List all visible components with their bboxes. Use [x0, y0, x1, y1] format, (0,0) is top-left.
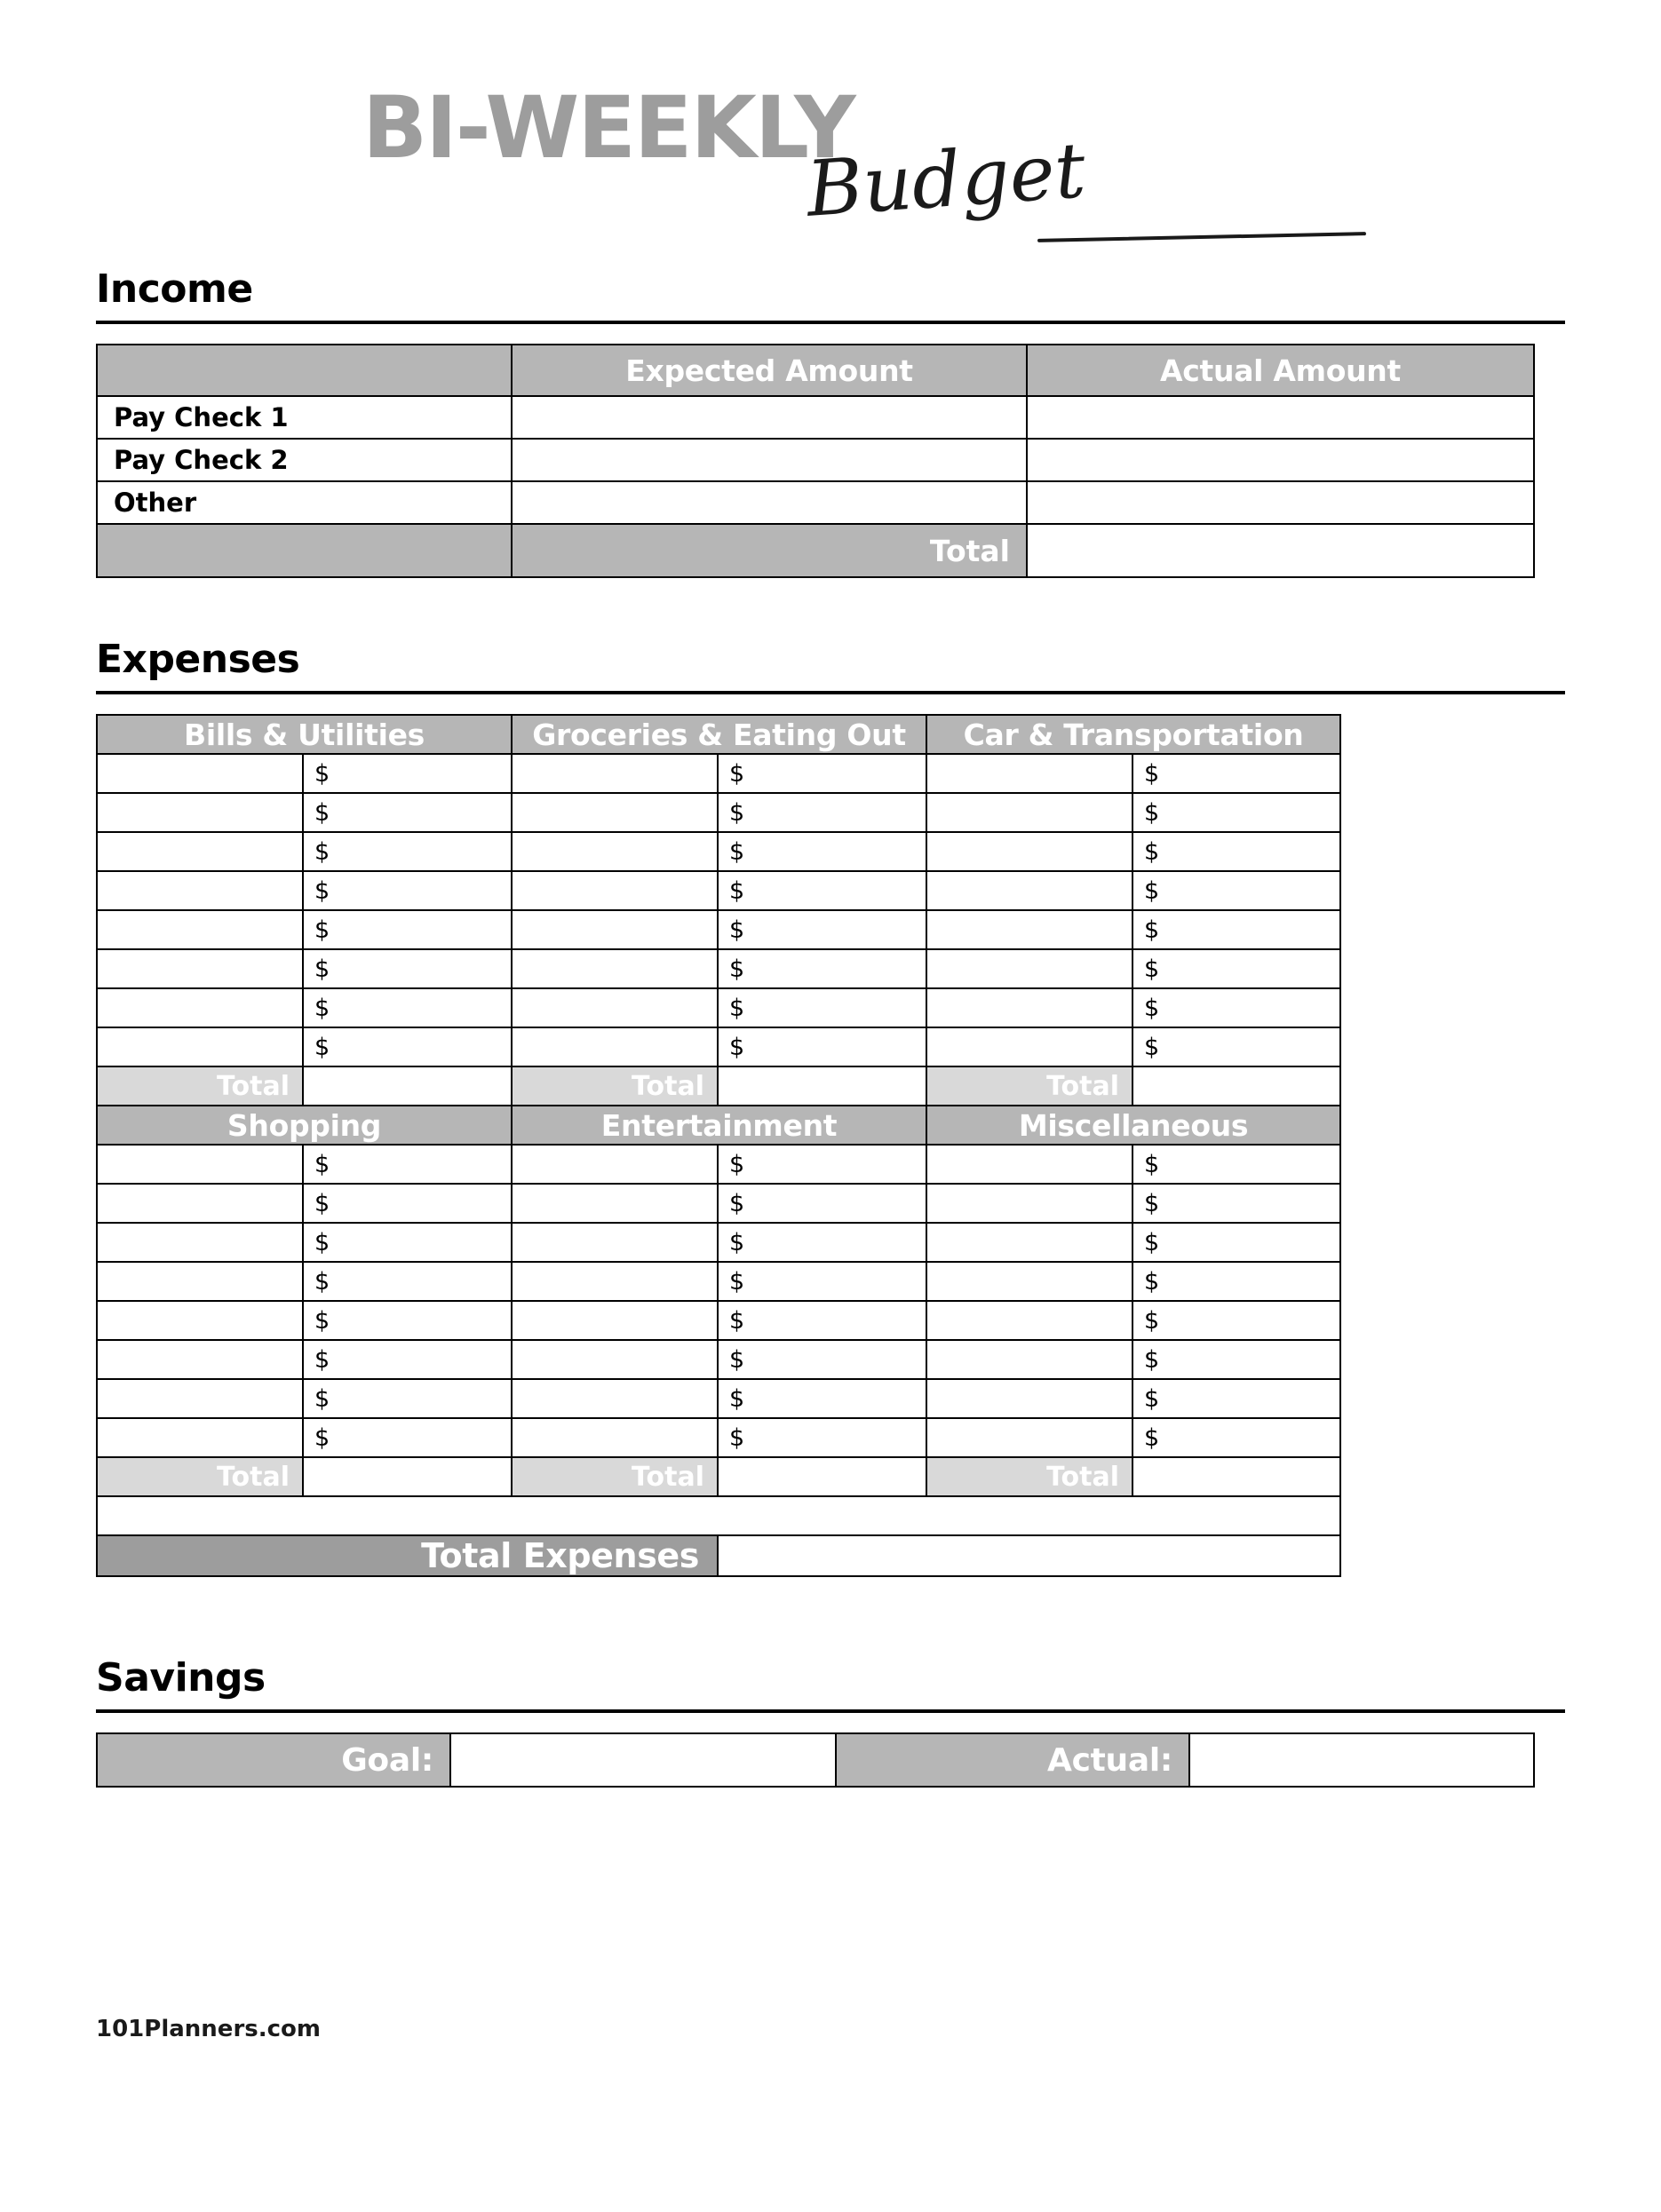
expense-total-value-shopping[interactable]: [303, 1457, 512, 1496]
expense-item-bills-6[interactable]: [97, 949, 303, 988]
expense-amount-entertainment-5[interactable]: $: [718, 1301, 926, 1340]
expense-amount-groceries-7[interactable]: $: [718, 988, 926, 1027]
income-actual-other[interactable]: [1027, 481, 1534, 524]
expense-item-bills-5[interactable]: [97, 910, 303, 949]
table-row: [97, 988, 1340, 1027]
income-row-label-paycheck2: Pay Check 2: [97, 439, 512, 481]
expense-amount-shopping-2[interactable]: $: [303, 1184, 512, 1223]
table-row: [97, 1027, 1340, 1066]
expense-item-misc-5[interactable]: [926, 1301, 1132, 1340]
expense-item-misc-6[interactable]: [926, 1340, 1132, 1379]
expense-amount-entertainment-7[interactable]: $: [718, 1379, 926, 1418]
table-row: [97, 1223, 1340, 1262]
savings-actual-label: Actual:: [836, 1733, 1189, 1787]
expenses-section: [96, 637, 1565, 1577]
expense-amount-bills-3[interactable]: $: [303, 832, 512, 871]
expense-amount-bills-7[interactable]: $: [303, 988, 512, 1027]
income-heading: Income: [96, 266, 253, 312]
expense-amount-misc-5[interactable]: $: [1132, 1301, 1340, 1340]
expense-item-shopping-7[interactable]: [97, 1379, 303, 1418]
expense-amount-entertainment-8[interactable]: $: [718, 1418, 926, 1457]
expense-amount-car-2[interactable]: $: [1132, 793, 1340, 832]
expense-amount-groceries-4[interactable]: $: [718, 871, 926, 910]
expense-total-value-misc[interactable]: [1132, 1457, 1340, 1496]
income-header-blank: [97, 345, 512, 396]
expense-amount-shopping-5[interactable]: $: [303, 1301, 512, 1340]
table-row: [97, 871, 1340, 910]
expense-item-car-7[interactable]: [926, 988, 1132, 1027]
income-expected-paycheck1[interactable]: [512, 396, 1027, 439]
expense-amount-misc-6[interactable]: $: [1132, 1340, 1340, 1379]
expense-item-groceries-6[interactable]: [512, 949, 718, 988]
expense-item-entertainment-3[interactable]: [512, 1223, 718, 1262]
expense-amount-misc-7[interactable]: $: [1132, 1379, 1340, 1418]
expense-amount-car-5[interactable]: $: [1132, 910, 1340, 949]
income-section: [96, 266, 1565, 578]
title-script-text: Budget: [803, 126, 1089, 234]
expense-item-misc-8[interactable]: [926, 1418, 1132, 1457]
expense-item-misc-3[interactable]: [926, 1223, 1132, 1262]
expense-amount-car-4[interactable]: $: [1132, 871, 1340, 910]
expense-amount-misc-1[interactable]: $: [1132, 1145, 1340, 1184]
expense-amount-entertainment-2[interactable]: $: [718, 1184, 926, 1223]
expense-item-misc-1[interactable]: [926, 1145, 1132, 1184]
expense-amount-misc-8[interactable]: $: [1132, 1418, 1340, 1457]
expense-item-car-5[interactable]: [926, 910, 1132, 949]
expense-amount-groceries-6[interactable]: $: [718, 949, 926, 988]
income-header-actual: Actual Amount: [1027, 345, 1534, 396]
expense-item-shopping-2[interactable]: [97, 1184, 303, 1223]
expense-item-bills-4[interactable]: [97, 871, 303, 910]
expense-item-bills-3[interactable]: [97, 832, 303, 871]
expense-amount-bills-4[interactable]: $: [303, 871, 512, 910]
expense-item-car-1[interactable]: [926, 754, 1132, 793]
income-row-label-other: Other: [97, 481, 512, 524]
expenses-category-header-row-1: [97, 715, 1340, 754]
expense-item-groceries-1[interactable]: [512, 754, 718, 793]
expense-amount-car-7[interactable]: $: [1132, 988, 1340, 1027]
income-total-row: [97, 524, 1534, 577]
table-row: [97, 439, 1534, 481]
expense-amount-groceries-5[interactable]: $: [718, 910, 926, 949]
expense-item-entertainment-5[interactable]: [512, 1301, 718, 1340]
expense-item-bills-1[interactable]: [97, 754, 303, 793]
expense-category-entertainment: Entertainment: [512, 1106, 926, 1145]
savings-table: [96, 1732, 1535, 1788]
budget-page: [0, 53, 1661, 2212]
expense-amount-bills-6[interactable]: $: [303, 949, 512, 988]
expense-amount-shopping-4[interactable]: $: [303, 1262, 512, 1301]
expense-item-groceries-7[interactable]: [512, 988, 718, 1027]
expense-item-entertainment-8[interactable]: [512, 1418, 718, 1457]
savings-row: [97, 1733, 1534, 1787]
table-row: [97, 1418, 1340, 1457]
title-underline-flourish: [1037, 232, 1366, 242]
table-row: [97, 754, 1340, 793]
table-row: [97, 1184, 1340, 1223]
expense-total-value-entertainment[interactable]: [718, 1457, 926, 1496]
expense-amount-entertainment-3[interactable]: $: [718, 1223, 926, 1262]
savings-divider: [96, 1709, 1565, 1713]
income-total-label: Total: [512, 524, 1027, 577]
table-row: [97, 1340, 1340, 1379]
income-row-label-paycheck1: Pay Check 1: [97, 396, 512, 439]
savings-heading: Savings: [96, 1655, 266, 1701]
expense-item-car-2[interactable]: [926, 793, 1132, 832]
expense-amount-car-1[interactable]: $: [1132, 754, 1340, 793]
expense-amount-car-3[interactable]: $: [1132, 832, 1340, 871]
footer-site-name: 101Planners.com: [96, 2016, 321, 2042]
income-header-expected: Expected Amount: [512, 345, 1027, 396]
expense-item-shopping-6[interactable]: [97, 1340, 303, 1379]
income-header-row: [97, 345, 1534, 396]
expense-item-shopping-1[interactable]: [97, 1145, 303, 1184]
income-actual-paycheck1[interactable]: [1027, 396, 1534, 439]
expense-item-car-4[interactable]: [926, 871, 1132, 910]
expense-amount-shopping-7[interactable]: $: [303, 1379, 512, 1418]
expense-item-misc-4[interactable]: [926, 1262, 1132, 1301]
expense-category-groceries-eating-out: Groceries & Eating Out: [512, 715, 926, 754]
expense-item-car-8[interactable]: [926, 1027, 1132, 1066]
expense-total-value-car[interactable]: [1132, 1066, 1340, 1106]
savings-goal-label: Goal:: [97, 1733, 450, 1787]
expenses-table: [96, 714, 1341, 1577]
expenses-total-row-2: [97, 1457, 1340, 1496]
table-row: [97, 396, 1534, 439]
savings-actual-value[interactable]: [1189, 1733, 1534, 1787]
expense-total-value-bills[interactable]: [303, 1066, 512, 1106]
expense-amount-entertainment-1[interactable]: $: [718, 1145, 926, 1184]
title-main-text: BI-WEEKLY: [362, 78, 854, 178]
expense-category-miscellaneous: Miscellaneous: [926, 1106, 1340, 1145]
expense-item-groceries-8[interactable]: [512, 1027, 718, 1066]
table-row: [97, 949, 1340, 988]
expense-category-car-transportation: Car & Transportation: [926, 715, 1340, 754]
expense-amount-misc-4[interactable]: $: [1132, 1262, 1340, 1301]
expense-amount-entertainment-4[interactable]: $: [718, 1262, 926, 1301]
income-expected-other[interactable]: [512, 481, 1027, 524]
income-expected-paycheck2[interactable]: [512, 439, 1027, 481]
expenses-category-header-row-2: [97, 1106, 1340, 1145]
total-expenses-label: Total Expenses: [97, 1535, 718, 1576]
income-total-blank: [97, 524, 512, 577]
income-table: [96, 344, 1535, 578]
table-row: [97, 793, 1340, 832]
expense-amount-car-6[interactable]: $: [1132, 949, 1340, 988]
expense-amount-groceries-3[interactable]: $: [718, 832, 926, 871]
expenses-heading: Expenses: [96, 637, 300, 682]
expense-amount-shopping-8[interactable]: $: [303, 1418, 512, 1457]
savings-section: [96, 1655, 1565, 1788]
expense-item-shopping-5[interactable]: [97, 1301, 303, 1340]
expense-item-shopping-8[interactable]: [97, 1418, 303, 1457]
expense-item-entertainment-2[interactable]: [512, 1184, 718, 1223]
expense-item-bills-7[interactable]: [97, 988, 303, 1027]
expense-item-entertainment-1[interactable]: [512, 1145, 718, 1184]
table-row: [97, 1301, 1340, 1340]
table-row: [97, 1379, 1340, 1418]
table-row: [97, 481, 1534, 524]
expenses-total-row-1: [97, 1066, 1340, 1106]
expense-amount-bills-1[interactable]: $: [303, 754, 512, 793]
expenses-divider: [96, 691, 1565, 694]
expense-item-entertainment-7[interactable]: [512, 1379, 718, 1418]
expense-item-misc-2[interactable]: [926, 1184, 1132, 1223]
savings-goal-value[interactable]: [450, 1733, 836, 1787]
expense-category-shopping: Shopping: [97, 1106, 512, 1145]
expense-amount-groceries-8[interactable]: $: [718, 1027, 926, 1066]
expense-total-label-car: Total: [926, 1066, 1132, 1106]
expense-item-entertainment-4[interactable]: [512, 1262, 718, 1301]
income-actual-paycheck2[interactable]: [1027, 439, 1534, 481]
expenses-spacer-row: [97, 1496, 1340, 1535]
expense-category-bills-utilities: Bills & Utilities: [97, 715, 512, 754]
expense-item-shopping-4[interactable]: [97, 1262, 303, 1301]
expense-amount-misc-2[interactable]: $: [1132, 1184, 1340, 1223]
expense-amount-bills-2[interactable]: $: [303, 793, 512, 832]
expense-item-groceries-3[interactable]: [512, 832, 718, 871]
expense-item-misc-7[interactable]: [926, 1379, 1132, 1418]
expense-item-groceries-2[interactable]: [512, 793, 718, 832]
page-title: [96, 53, 1565, 258]
expense-total-value-groceries[interactable]: [718, 1066, 926, 1106]
expense-amount-misc-3[interactable]: $: [1132, 1223, 1340, 1262]
expense-total-label-entertainment: Total: [512, 1457, 718, 1496]
table-row: [97, 832, 1340, 871]
table-row: [97, 910, 1340, 949]
total-expenses-value[interactable]: [718, 1535, 1340, 1576]
expense-item-bills-8[interactable]: [97, 1027, 303, 1066]
expense-total-label-shopping: Total: [97, 1457, 303, 1496]
expense-amount-shopping-6[interactable]: $: [303, 1340, 512, 1379]
expense-amount-car-8[interactable]: $: [1132, 1027, 1340, 1066]
expense-amount-shopping-1[interactable]: $: [303, 1145, 512, 1184]
expense-item-entertainment-6[interactable]: [512, 1340, 718, 1379]
expenses-grid: [96, 714, 1339, 1577]
expense-amount-bills-5[interactable]: $: [303, 910, 512, 949]
expense-total-label-groceries: Total: [512, 1066, 718, 1106]
expense-item-car-3[interactable]: [926, 832, 1132, 871]
expense-item-bills-2[interactable]: [97, 793, 303, 832]
expense-amount-shopping-3[interactable]: $: [303, 1223, 512, 1262]
expense-amount-groceries-1[interactable]: $: [718, 754, 926, 793]
income-divider: [96, 321, 1565, 324]
expense-total-label-bills: Total: [97, 1066, 303, 1106]
expense-amount-entertainment-6[interactable]: $: [718, 1340, 926, 1379]
expense-item-groceries-5[interactable]: [512, 910, 718, 949]
table-row: [97, 1145, 1340, 1184]
expenses-grand-total-row: [97, 1535, 1340, 1576]
expense-item-groceries-4[interactable]: [512, 871, 718, 910]
income-total-value[interactable]: [1027, 524, 1534, 577]
expense-item-car-6[interactable]: [926, 949, 1132, 988]
expense-amount-groceries-2[interactable]: $: [718, 793, 926, 832]
expenses-spacer-cell: [97, 1496, 1340, 1535]
expense-item-shopping-3[interactable]: [97, 1223, 303, 1262]
expense-amount-bills-8[interactable]: $: [303, 1027, 512, 1066]
expense-total-label-misc: Total: [926, 1457, 1132, 1496]
table-row: [97, 1262, 1340, 1301]
